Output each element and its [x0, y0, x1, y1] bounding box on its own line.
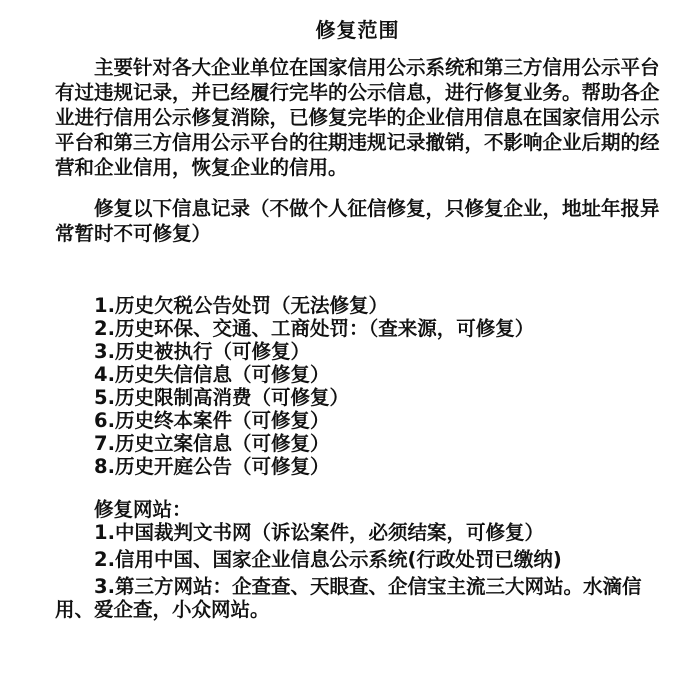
list-item: 2.历史环保、交通、工商处罚：（查来源，可修复） — [94, 317, 535, 340]
page-title: 修复范围 — [315, 18, 400, 42]
site-item: 3.第三方网站：企查查、天眼查、企信宝主流三大网站。水滴信用、爱企查，小众网站。 — [55, 575, 642, 621]
list-item: 6.历史终本案件（可修复） — [94, 409, 330, 432]
intro-paragraph: 主要针对各大企业单位在国家信用公示系统和第三方信用公示平台有过违规记录，并已经履行完毕的公示信息，进行修复业务。帮助各企业进行信用公示修复消除，已修复完毕的企业信用信息在国家信用公示平台和第三方信用公示平台的往期违规记录撤销，不影响企业后期的经营和企业信用，恢复企业的信用。 — [55, 56, 660, 179]
site-item: 2.信用中国、国家企业信息公示系统(行政处罚已缴纳) — [94, 548, 562, 571]
list-item: 5.历史限制高消费（可修复） — [94, 386, 349, 409]
scope-note: 修复以下信息记录（不做个人征信修复，只修复企业，地址年报异常暂时不可修复） — [55, 197, 660, 245]
sites-heading: 修复网站： — [94, 498, 192, 521]
list-item: 7.历史立案信息（可修复） — [94, 432, 330, 455]
list-item: 4.历史失信信息（可修复） — [94, 363, 330, 386]
site-item: 1.中国裁判文书网（诉讼案件，必须结案，可修复） — [94, 521, 544, 544]
list-item: 8.历史开庭公告（可修复） — [94, 455, 330, 478]
list-item: 3.历史被执行（可修复） — [94, 340, 310, 363]
repair-items-list — [55, 294, 660, 478]
repair-sites-section — [55, 498, 660, 621]
list-item: 1.历史欠税公告处罚（无法修复） — [94, 294, 388, 317]
